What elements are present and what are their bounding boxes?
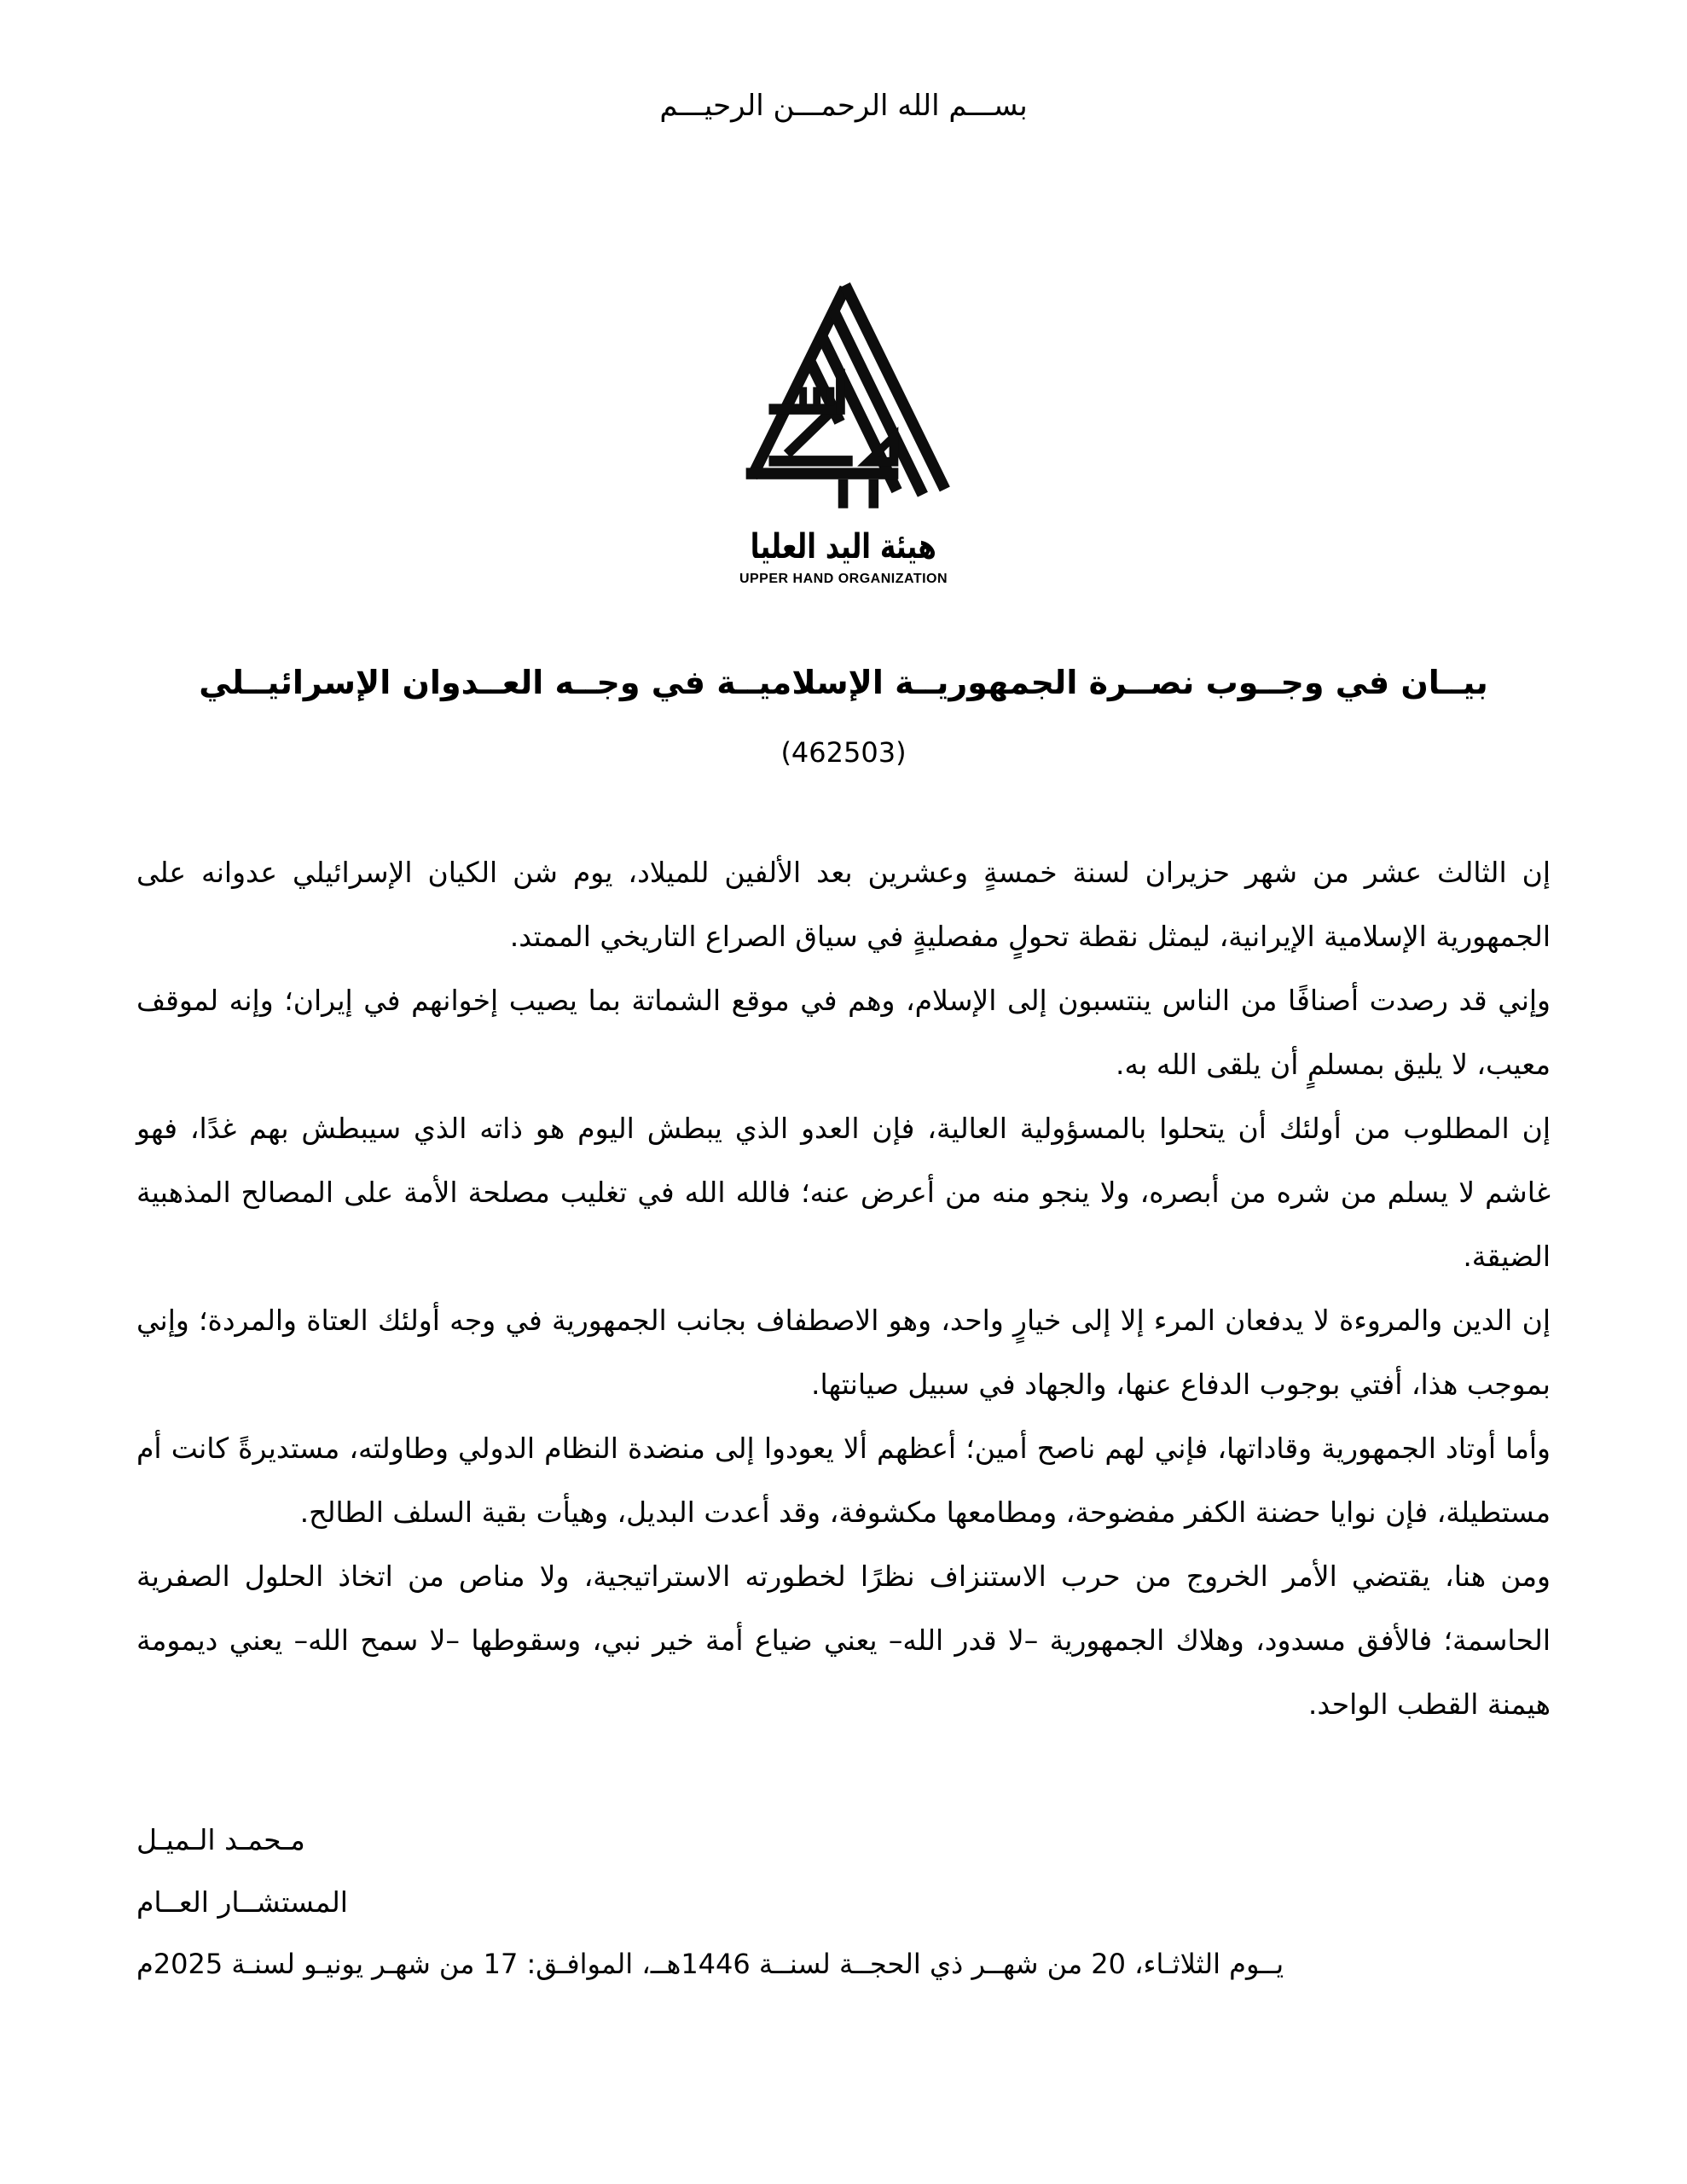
statement-title: بيــان في وجــوب نصــرة الجمهوريــة الإسلاميــة في وجــه العــدوان الإسرائيــلي	[199, 664, 1488, 701]
date-line: يــوم الثلاثـاء، 20 من شهــر ذي الحجــة لسنــة 1446هــ، الموافـق: 17 من شهـر يونيـو لسنـة 2025م	[136, 1948, 1284, 1980]
body-paragraph-6: ومن هنا، يقتضي الأمر الخروج من حرب الاستنزاف نظرًا لخطورته الاستراتيجية، ولا مناص من اتخاذ الحلول الصفرية الحاسمة؛ فالأفق مسدود، وهلاك الجمهورية –لا قدر الله– يعني ضياع أمة خير نبي، وسقوطها –لا سمح الله– يعني ديمومة هيمنة القطب الواحد.	[136, 1560, 1551, 1721]
logo-arabic-name: هيئة اليد العليا	[750, 527, 937, 566]
upper-hand-logo-icon	[729, 276, 958, 523]
reference-number: (462503)	[780, 736, 907, 769]
signatory-name: مـحمـد الـميـل	[136, 1823, 305, 1856]
logo-english-name: UPPER HAND ORGANIZATION	[739, 572, 948, 586]
body-paragraph-4: إن الدين والمروءة لا يدفعان المرء إلا إلى خيارٍ واحد، وهو الاصطفاف بجانب الجمهورية في وجه أولئك العتاة والمردة؛ وإني بموجب هذا، أفتي بوجوب الدفاع عنها، والجهاد في سبيل صيانتها.	[136, 1304, 1551, 1401]
bismillah-text: بســـم الله الرحمـــن الرحيـــم	[659, 89, 1028, 123]
body-paragraph-3: إن المطلوب من أولئك أن يتحلوا بالمسؤولية العالية، فإن العدو الذي يبطش اليوم هو ذاته الذي سيبطش بهم غدًا، فهو غاشم لا يسلم من شره من أبصره، ولا ينجو منه من أعرض عنه؛ فالله الله في تغليب مصلحة الأمة على المصالح المذهبية الضيقة.	[136, 1112, 1551, 1273]
signature-block	[136, 1809, 1489, 1995]
body-paragraph-1: إن الثالث عشر من شهر حزيران لسنة خمسةٍ وعشرين بعد الألفين للميلاد، يوم شن الكيان الإسرائيلي عدوانه على الجمهورية الإسلامية الإيرانية، ليمثل نقطة تحولٍ مفصليةٍ في سياق الصراع التاريخي الممتد.	[136, 856, 1551, 953]
body-paragraph-2: وإني قد رصدت أصنافًا من الناس ينتسبون إلى الإسلام، وهم في موقع الشماتة بما يصيب إخوانهم في إيران؛ وإنه لموقف معيب، لا يليق بمسلمٍ أن يلقى الله به.	[136, 984, 1551, 1081]
organization-logo	[0, 276, 1687, 590]
statement-body	[136, 840, 1551, 1736]
signatory-role: المستشــار العــام	[136, 1885, 348, 1919]
body-paragraph-5: وأما أوتاد الجمهورية وقاداتها، فإني لهم ناصح أمين؛ أعظهم ألا يعودوا إلى منضدة النظام الدولي وطاولته، مستديرةً كانت أم مستطيلة، فإن نوايا حضنة الكفر مفضوحة، ومطامعها مكشوفة، وقد أعدت البديل، وهيأت بقية السلف الطالح.	[136, 1432, 1551, 1529]
